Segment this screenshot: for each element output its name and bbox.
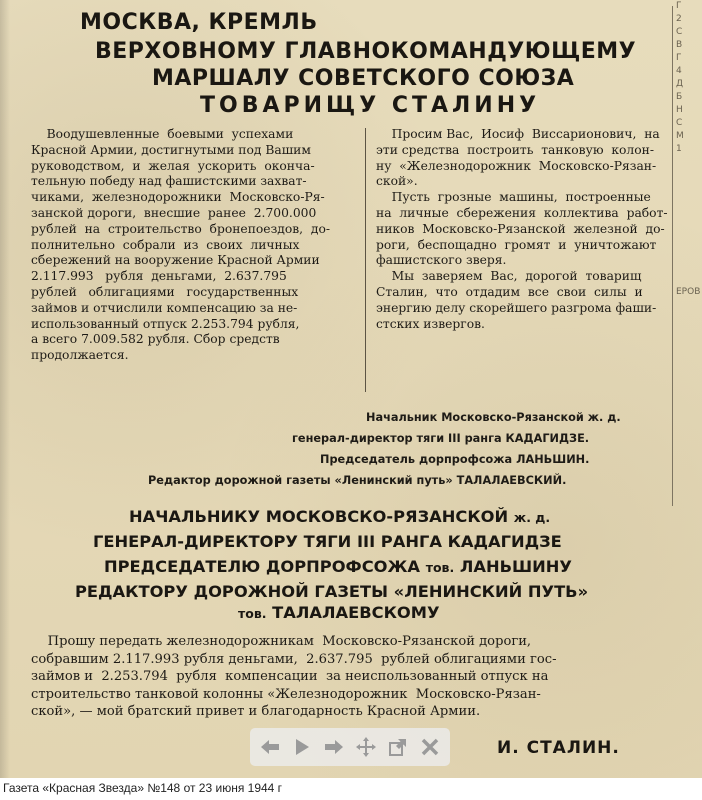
adjacent-column-line bbox=[676, 221, 702, 234]
reply-header-line-1-text: НАЧАЛЬНИКУ МОСКОВСКО-РЯЗАНСКОЙ bbox=[129, 507, 509, 526]
letter-left-line: руководством, и желая ускорить оконча- bbox=[31, 158, 315, 173]
reply-header-line-5-small: тов. bbox=[238, 606, 267, 621]
reply-header-line-5-text: ТАЛАЛАЕВСКОМУ bbox=[272, 603, 440, 622]
adjacent-column-line: Г bbox=[676, 1, 682, 11]
adjacent-column-line: С bbox=[676, 118, 683, 128]
letter-right-line: Сталин, что отдадим все свои силы и bbox=[376, 284, 643, 299]
letter-right-line: на личные сбережения коллектива работ- bbox=[376, 205, 668, 220]
letter-left-line: продолжается. bbox=[31, 348, 129, 363]
adjacent-column-line bbox=[676, 325, 702, 338]
adjacent-column-line bbox=[676, 442, 702, 455]
adjacent-column-line: Б bbox=[676, 92, 683, 102]
adjacent-column-line: Н bbox=[676, 105, 683, 115]
letter-left-line: займов и отчислили компенсацию за не- bbox=[31, 300, 298, 315]
signature-1: Начальник Московско-Рязанской ж. д. bbox=[366, 411, 621, 424]
image-caption: Газета «Красная Звезда» №148 от 23 июня 1944 г bbox=[3, 781, 283, 795]
adjacent-column-line bbox=[676, 273, 702, 286]
reply-signoff: И. СТАЛИН. bbox=[497, 738, 620, 758]
letter-left-line: чиками, железнодорожники Московско-Ря- bbox=[31, 190, 325, 205]
adjacent-column-line bbox=[676, 156, 702, 169]
letter-left-line: сбережений на вооружение Красной Армии bbox=[31, 253, 320, 268]
header-line-2: ВЕРХОВНОМУ ГЛАВНОКОМАНДУЮЩЕМУ bbox=[95, 39, 637, 64]
reply-header-line-4: РЕДАКТОРУ ДОРОЖНОЙ ГАЗЕТЫ «ЛЕНИНСКИЙ ПУТЬ» bbox=[75, 582, 589, 601]
adjacent-column-line bbox=[676, 351, 702, 364]
adjacent-column-line: В bbox=[676, 40, 683, 50]
adjacent-column-line: 1 bbox=[676, 144, 682, 154]
letter-left-line: полнительно собрали из своих личных bbox=[31, 237, 300, 252]
adjacent-column-line bbox=[676, 208, 702, 221]
letter-left-line: 2.117.993 рубля деньгами, 2.637.795 bbox=[31, 269, 287, 284]
reply-body-line: Прошу передать железнодорожникам Московско-Рязанской дороги, bbox=[31, 634, 532, 649]
reply-header-line-3 bbox=[104, 557, 572, 578]
letter-right-line: Просим Вас, Иосиф Виссарионович, на bbox=[376, 127, 660, 141]
adjacent-column-line bbox=[676, 234, 702, 247]
arrow-left-icon[interactable] bbox=[257, 734, 283, 760]
letter-left-line: тельную победу над фашистскими захват- bbox=[31, 174, 307, 189]
page-edge-shadow bbox=[0, 0, 10, 778]
letter-right-line: энергию делу скорейшего разгрома фаши- bbox=[376, 300, 657, 315]
adjacent-column-line bbox=[676, 338, 702, 351]
reply-header-line-3-small: тов. bbox=[425, 560, 455, 575]
letter-left-line: Красной Армии, достигнутыми под Вашим bbox=[31, 142, 311, 157]
header-line-1: МОСКВА, КРЕМЛЬ bbox=[80, 10, 318, 35]
signature-2: генерал-директор тяги III ранга КАДАГИДЗЕ. bbox=[292, 432, 590, 445]
adjacent-column-line bbox=[676, 468, 702, 481]
reply-header-line-3-end: ЛАНЬШИНУ bbox=[459, 557, 572, 576]
adjacent-column-line bbox=[676, 455, 702, 468]
letter-left-line: использованный отпуск 2.253.794 рубля, bbox=[31, 316, 300, 331]
reply-body-line: строительство танковой колонны «Железнодорожник Московско-Рязан- bbox=[31, 686, 541, 702]
letter-left-line: рублей на строительство бронепоездов, до- bbox=[31, 221, 331, 236]
adjacent-column-line: 4 bbox=[676, 66, 682, 76]
arrow-right-icon[interactable] bbox=[321, 734, 347, 760]
adjacent-column-line: С bbox=[676, 27, 683, 37]
letter-right-line: ну «Железнодорожник Московско-Рязан- bbox=[376, 158, 657, 173]
reply-header-line-5 bbox=[238, 603, 440, 624]
adjacent-column-line bbox=[676, 169, 702, 182]
adjacent-column-line bbox=[676, 247, 702, 260]
letter-right-line: Мы заверяем Вас, дорогой товарищ bbox=[376, 269, 642, 284]
reply-header-line-3-text: ПРЕДСЕДАТЕЛЮ ДОРПРОФСОЖА bbox=[104, 557, 421, 576]
reply-header-line-1 bbox=[129, 507, 550, 528]
adjacent-column-line bbox=[676, 364, 702, 377]
letter-right-line: фашистского зверя. bbox=[376, 253, 507, 268]
signature-3: Председатель дорпрофсожа ЛАНЬШИН. bbox=[320, 453, 590, 466]
column-rule bbox=[365, 128, 366, 392]
reply-body-line: собравшим 2.117.993 рубля деньгами, 2.637.795 рублей облигациями гос- bbox=[31, 651, 557, 667]
letter-right-column bbox=[376, 127, 666, 332]
adjacent-column-line: Г bbox=[676, 53, 682, 63]
adjacent-column-line bbox=[676, 390, 702, 403]
header-line-4: ТОВАРИЩУ СТАЛИНУ bbox=[200, 93, 541, 118]
letter-left-line: а всего 7.009.582 рубля. Сбор средств bbox=[31, 332, 280, 347]
header-line-3: МАРШАЛУ СОВЕТСКОГО СОЮЗА bbox=[152, 66, 575, 91]
adjacent-column-line bbox=[676, 260, 702, 273]
reply-header-line-1-small: ж. д. bbox=[513, 510, 551, 525]
letter-right-line: эти средства построить танковую колон- bbox=[376, 142, 654, 157]
adjacent-column-line bbox=[676, 429, 702, 442]
letter-right-line: стских извергов. bbox=[376, 316, 485, 331]
adjacent-column-line: ЕРОВ bbox=[676, 287, 701, 297]
letter-left-line: рублей облигациями государственных bbox=[31, 284, 299, 299]
letter-right-line: Пусть грозные машины, построенные bbox=[376, 190, 651, 205]
adjacent-column-line bbox=[676, 299, 702, 312]
play-icon[interactable] bbox=[289, 734, 315, 760]
letter-right-line: роги, беспощадно громят и уничтожают bbox=[376, 237, 657, 252]
letter-left-column bbox=[31, 127, 355, 364]
adjacent-column-line bbox=[676, 182, 702, 195]
reply-body bbox=[31, 633, 671, 721]
signature-4: Редактор дорожной газеты «Ленинский путь» ТАЛАЛАЕВСКИЙ. bbox=[148, 474, 567, 487]
letter-right-line: ской». bbox=[376, 174, 418, 189]
adjacent-column-line bbox=[676, 416, 702, 429]
adjacent-column-line bbox=[676, 403, 702, 416]
reply-body-line: ской», — мой братский привет и благодарность Красной Армии. bbox=[31, 704, 481, 720]
adjacent-column-line: 2 bbox=[676, 14, 682, 24]
resize-icon[interactable] bbox=[385, 734, 411, 760]
adjacent-column-line: Д bbox=[676, 79, 684, 89]
adjacent-column-line bbox=[676, 312, 702, 325]
letter-left-line: Воодушевленные боевыми успехами bbox=[31, 127, 294, 141]
adjacent-column-line bbox=[676, 195, 702, 208]
reply-header-line-2: ГЕНЕРАЛ-ДИРЕКТОРУ ТЯГИ III РАНГА КАДАГИДЗЕ bbox=[93, 532, 562, 551]
image-viewer-toolbar bbox=[250, 728, 450, 766]
adjacent-column-line bbox=[676, 377, 702, 390]
reply-body-line: займов и 2.253.794 рубля компенсации за неиспользованный отпуск на bbox=[31, 669, 549, 685]
letter-right-line: ников Московско-Рязанской железной до- bbox=[376, 221, 665, 236]
move-icon[interactable] bbox=[353, 734, 379, 760]
letter-left-line: занской дороги, внесшие ранее 2.700.000 bbox=[31, 205, 317, 220]
adjacent-column-line: М bbox=[676, 131, 684, 141]
close-icon[interactable] bbox=[417, 734, 443, 760]
adjacent-column-line bbox=[676, 481, 702, 494]
